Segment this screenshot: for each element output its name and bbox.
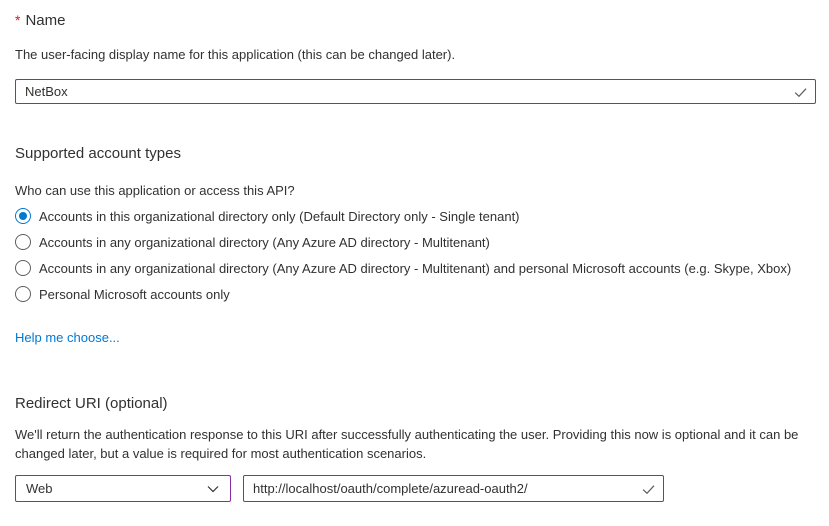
radio-button[interactable] bbox=[15, 234, 31, 250]
radio-button[interactable] bbox=[15, 208, 31, 224]
radio-button[interactable] bbox=[15, 260, 31, 276]
checkmark-icon bbox=[641, 481, 656, 496]
name-description: The user-facing display name for this application (this can be changed later). bbox=[15, 47, 456, 62]
radio-option-label: Personal Microsoft accounts only bbox=[39, 286, 230, 302]
platform-select-value: Web bbox=[26, 481, 53, 496]
account-types-radio-group bbox=[15, 203, 816, 307]
account-types-question: Who can use this application or access this API? bbox=[15, 183, 295, 198]
radio-option-multitenant-personal[interactable] bbox=[15, 255, 816, 281]
chevron-down-icon bbox=[206, 482, 220, 496]
name-field-container bbox=[15, 79, 816, 104]
required-asterisk: * bbox=[15, 12, 21, 28]
name-input[interactable] bbox=[16, 84, 815, 99]
help-me-choose-link[interactable]: Help me choose... bbox=[15, 330, 120, 345]
account-types-heading: Supported account types bbox=[15, 145, 181, 162]
redirect-uri-heading: Redirect URI (optional) bbox=[15, 395, 168, 412]
radio-button[interactable] bbox=[15, 286, 31, 302]
app-registration-form bbox=[0, 10, 829, 502]
redirect-uri-controls bbox=[15, 475, 816, 502]
platform-select[interactable] bbox=[15, 475, 231, 502]
radio-option-personal-only[interactable] bbox=[15, 281, 816, 307]
radio-option-label: Accounts in any organizational directory (Any Azure AD directory - Multitenant) bbox=[39, 234, 490, 250]
name-section-heading bbox=[15, 10, 816, 31]
redirect-uri-input[interactable] bbox=[244, 481, 663, 496]
radio-option-multitenant[interactable] bbox=[15, 229, 816, 255]
redirect-uri-field-container bbox=[243, 475, 664, 502]
radio-option-label: Accounts in this organizational directory only (Default Directory only - Single tenant) bbox=[39, 208, 520, 224]
radio-option-single-tenant[interactable] bbox=[15, 203, 816, 229]
name-label: Name bbox=[25, 12, 66, 29]
radio-option-label: Accounts in any organizational directory (Any Azure AD directory - Multitenant) and personal Microsoft accounts (e.g. Skype, Xbox) bbox=[39, 260, 792, 276]
redirect-uri-description: We'll return the authentication response to this URI after successfully authenticating the user. Providing this now is optional and it can be changed later, but a value is required for most authentication scenarios. bbox=[15, 427, 799, 461]
checkmark-icon bbox=[793, 84, 808, 99]
